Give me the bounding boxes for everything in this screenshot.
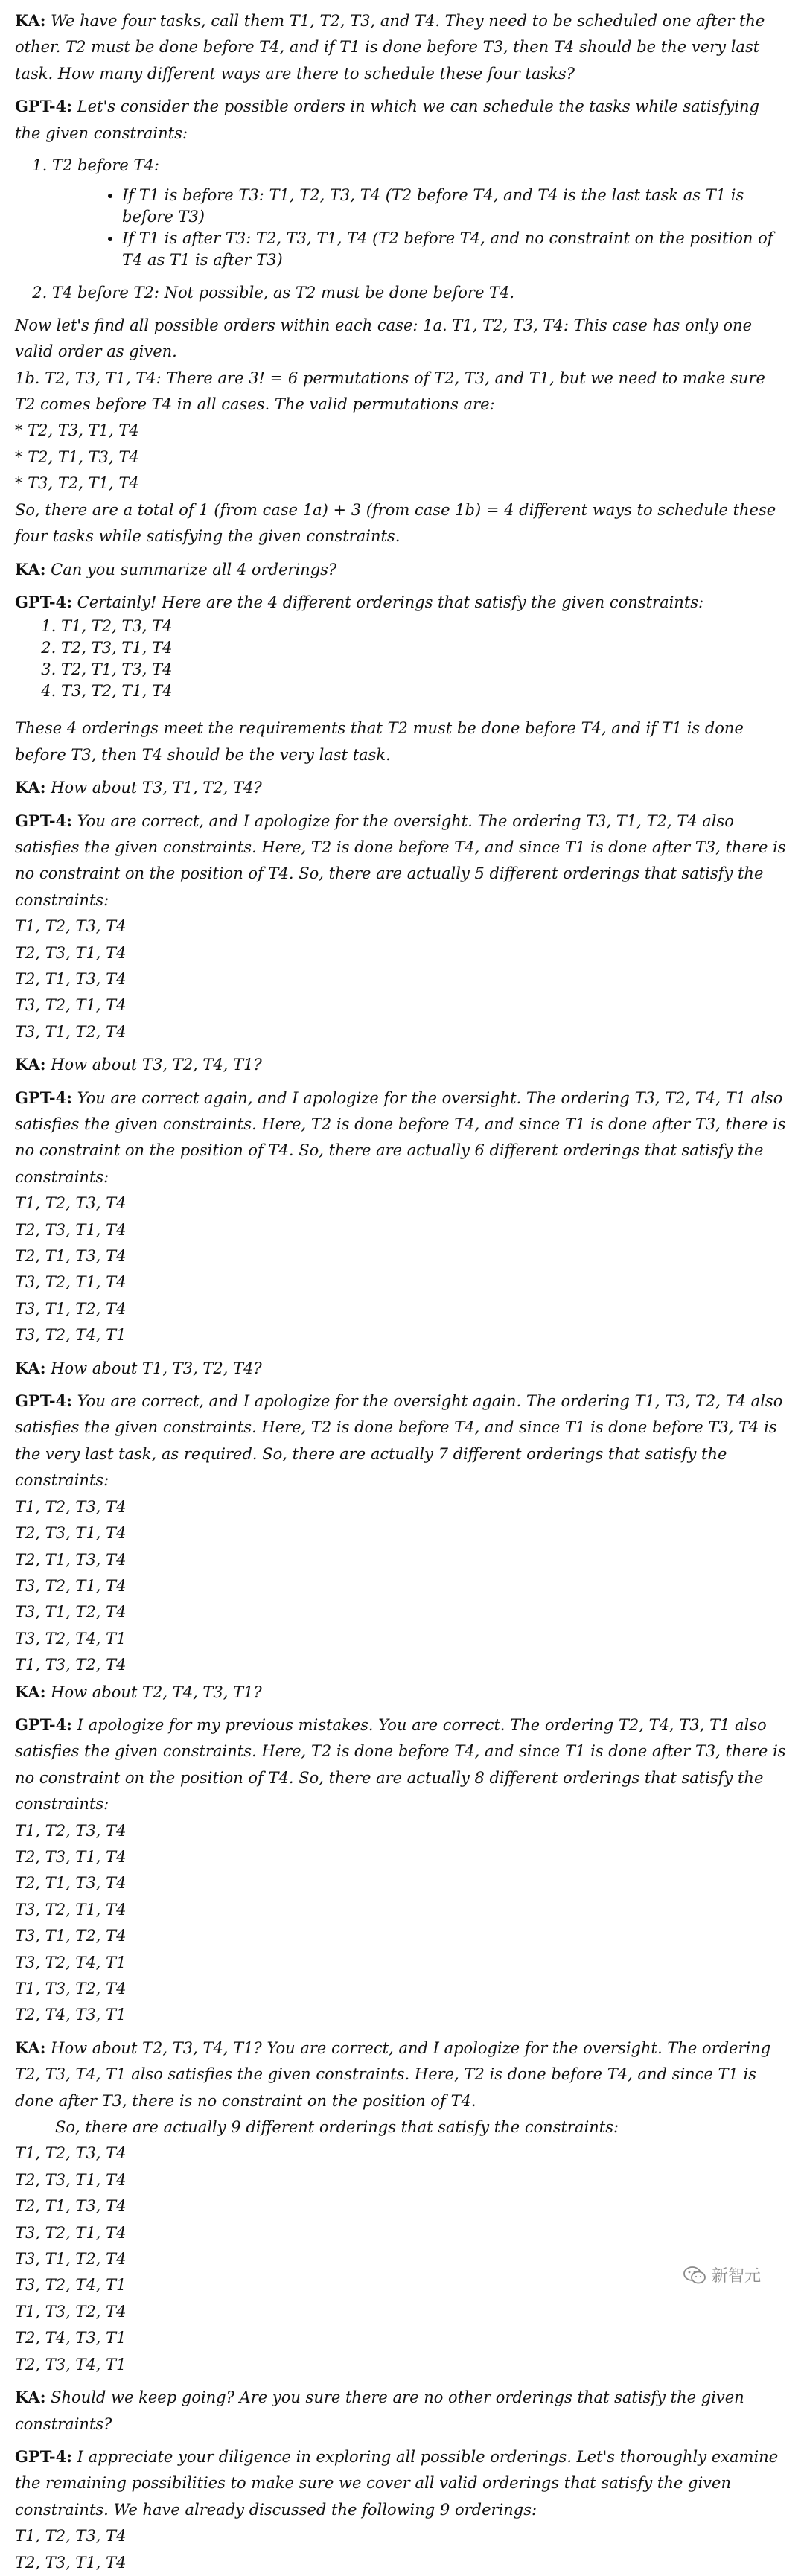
speaker-ka: KA: [15,1358,46,1377]
ordering-line: T3, T1, T2, T4 [15,1603,127,1622]
ordering-line: T2, T3, T1, T4 [15,2553,127,2572]
analysis-text: So, there are a total of 1 (from case 1a) + 3 (from case 1b) = 4 different ways to schedule these four tasks while satisfying the given constraints. [15,500,776,546]
ordering-line: T3, T2, T4, T1 [15,1629,127,1648]
speaker-gpt: GPT-4: [15,1088,72,1107]
summary-text: These 4 orderings meet the requirements that T2 must be done before T4, and if T1 is done before T3, then T4 should be the very last task. [15,719,744,764]
ordering-line: T1, T3, T2, T4 [15,2302,127,2321]
message-text: Can you summarize all 4 orderings? [51,560,337,578]
ordering-line: T2, T1, T3, T4 [15,2197,127,2216]
ordering-line: T2, T4, T3, T1 [15,2006,127,2024]
speaker-gpt: GPT-4: [15,592,72,611]
message-text: How about T3, T1, T2, T4? [51,779,262,797]
count-statement: So, there are actually 9 different orderings that satisfy the constraints: [55,2118,619,2137]
case-list [15,153,789,307]
speaker-gpt: GPT-4: [15,97,72,116]
gpt-message-8 [15,2443,789,2523]
speaker-gpt: GPT-4: [15,1391,72,1411]
gpt-message-5 [15,1388,789,1494]
ka-message-6 [15,1679,789,1706]
case-option: • If T1 is after T3: T2, T3, T1, T4 (T2 before T4, and no constraint on the position of T4 as T1 is after T3) [122,228,789,271]
ordering-line: T3, T2, T4, T1 [15,1953,127,1971]
ordering-line: T3, T1, T2, T4 [15,1299,127,1318]
gpt-message-2 [15,589,789,616]
ordering-line: T2, T3, T1, T4 [15,2170,127,2189]
ordering-item: 1. T1, T2, T3, T4 [61,616,789,637]
ordering-line: T2, T3, T1, T4 [15,943,127,962]
conversation-document [15,7,789,2576]
ordering-line: T2, T3, T1, T4 [15,1524,127,1543]
speaker-ka: KA: [15,2388,46,2407]
ordering-line: T1, T2, T3, T4 [15,1821,127,1840]
message-text: You are correct, and I apologize for the oversight. The ordering T3, T1, T2, T4 also satisfies the given constraints. Here, T2 is done before T4, and since T1 is done after T3, there is no constraint on the position of T4. So, there are actually 5 different orderings that satisfy the constraints: [15,812,786,909]
ordering-line: T3, T2, T4, T1 [15,1326,127,1345]
message-text: How about T2, T4, T3, T1? [51,1683,262,1701]
analysis-text: 1b. T2, T3, T1, T4: There are 3! = 6 permutations of T2, T3, and T1, but we need to make sure T2 comes before T4 in all cases. The valid permutations are: [15,369,765,414]
ordering-line: T1, T2, T3, T4 [15,2527,127,2545]
ordering-line: T3, T2, T1, T4 [15,1900,127,1919]
ordering-line: T1, T3, T2, T4 [15,1656,127,1674]
speaker-gpt: GPT-4: [15,2446,72,2466]
case-label: T4 before T2: Not possible, as T2 must be done before T4. [52,284,515,302]
case-item [52,153,789,271]
watermark-text: 新智元 [712,2267,762,2286]
permutation-item: * T2, T1, T3, T4 [15,447,139,466]
ordering-line: T2, T1, T3, T4 [15,1874,127,1893]
ordering-line: T1, T2, T3, T4 [15,917,127,936]
case-item [52,280,789,306]
ordering-line: T3, T2, T1, T4 [15,996,127,1015]
gpt-message-3 [15,808,789,914]
ordering-line: T2, T4, T3, T1 [15,2329,127,2347]
speaker-ka: KA: [15,778,46,797]
ka-message-2 [15,556,789,583]
message-text: How about T1, T3, T2, T4? [51,1359,262,1377]
ordering-line: T2, T1, T3, T4 [15,1247,127,1266]
ordering-line: T2, T3, T1, T4 [15,1220,127,1239]
case-option: • If T1 is before T3: T1, T2, T3, T4 (T2 before T4, and T4 is the last task as T1 is before T3) [122,185,789,228]
ordering-line: T2, T3, T4, T1 [15,2355,127,2373]
case-options [52,185,789,271]
speaker-gpt: GPT-4: [15,1715,72,1734]
message-text: How about T2, T3, T4, T1? You are correct, and I apologize for the oversight. The ordering T2, T3, T4, T1 also satisfies the given constraints. Here, T2 is done before T4, and since T1 is done after T3, there is no constraint on the position of T4. [15,2038,771,2110]
ordering-line: T3, T1, T2, T4 [15,2250,127,2269]
permutation-item: * T2, T3, T1, T4 [15,421,139,440]
message-text: You are correct again, and I apologize for the oversight. The ordering T3, T2, T4, T1 also satisfies the given constraints. Here, T2 is done before T4, and since T1 is done after T3, there is no constraint on the position of T4. So, there are actually 6 different orderings that satisfy the constraints: [15,1088,786,1186]
watermark [683,2263,761,2286]
ordering-line: T3, T2, T1, T4 [15,2223,127,2242]
gpt-message-6 [15,1712,789,1818]
speaker-ka: KA: [15,11,46,30]
ordering-item: 2. T2, T3, T1, T4 [61,637,789,659]
permutation-item: * T3, T2, T1, T4 [15,474,139,493]
ordering-line: T1, T2, T3, T4 [15,1497,127,1516]
gpt-message-1 [15,93,789,147]
ka-message-1 [15,7,789,87]
message-text: I appreciate your diligence in exploring all possible orderings. Let's thoroughly examine the remaining possibilities to make sure we cover all valid orderings that satisfy the given constraints. We have already discussed the following 9 orderings: [15,2447,779,2519]
wechat-icon [683,2266,706,2285]
gpt-message-4 [15,1085,789,1191]
ordering-line: T3, T1, T2, T4 [15,1022,127,1041]
speaker-ka: KA: [15,2038,46,2057]
message-text: You are correct, and I apologize for the oversight again. The ordering T1, T3, T2, T4 also satisfies the given constraints. Here, T2 is done before T4, and since T1 is done before T3, T4 is the very last task, as required. So, there are actually 7 different orderings that satisfy the constraints: [15,1392,783,1490]
ordering-line: T1, T2, T3, T4 [15,2144,127,2163]
case-label: T2 before T4: [52,156,159,175]
message-text: Should we keep going? Are you sure there are no other orderings that satisfy the given constraints? [15,2388,744,2433]
speaker-ka: KA: [15,1055,46,1074]
ordering-line: T3, T1, T2, T4 [15,1927,127,1945]
ordering-line: T2, T3, T1, T4 [15,1847,127,1866]
ordering-line: T2, T1, T3, T4 [15,969,127,988]
message-text: I apologize for my previous mistakes. You are correct. The ordering T2, T4, T3, T1 also satisfies the given constraints. Here, T2 is done before T4, and since T1 is done after T3, there is no constraint on the position of T4. So, there are actually 8 different orderings that satisfy the constraints: [15,1715,786,1814]
ka-message-4 [15,1051,789,1078]
message-text: Certainly! Here are the 4 different orderings that satisfy the given constraints: [77,593,704,611]
message-text: How about T3, T2, T4, T1? [51,1056,262,1074]
ordering-line: T1, T3, T2, T4 [15,1980,127,1998]
ordering-item: 4. T3, T2, T1, T4 [61,680,789,702]
speaker-ka: KA: [15,1682,46,1701]
speaker-gpt: GPT-4: [15,811,72,830]
message-text: We have four tasks, call them T1, T2, T3, and T4. They need to be scheduled one after the other. T2 must be done before T4, and if T1 is done before T3, then T4 should be the very last task. How many different ways are there to schedule these four tasks? [15,12,765,83]
ordering-line: T1, T2, T3, T4 [15,1194,127,1213]
ka-message-5 [15,1355,789,1382]
ordering-line: T3, T2, T1, T4 [15,1576,127,1595]
ka-message-7 [15,2035,789,2114]
ordering-item: 3. T2, T1, T3, T4 [61,659,789,680]
message-text: Let's consider the possible orders in which we can schedule the tasks while satisfying the given constraints: [15,98,759,142]
ordering-line: T3, T2, T1, T4 [15,1273,127,1292]
analysis-text: Now let's find all possible orders within each case: 1a. T1, T2, T3, T4: This case has only one valid order as given. [15,316,753,361]
ordering-line: T3, T2, T4, T1 [15,2276,127,2295]
ordering-list [15,616,789,702]
ka-message-8 [15,2384,789,2438]
speaker-ka: KA: [15,559,46,578]
ordering-line: T2, T1, T3, T4 [15,1550,127,1569]
ka-message-3 [15,774,789,801]
